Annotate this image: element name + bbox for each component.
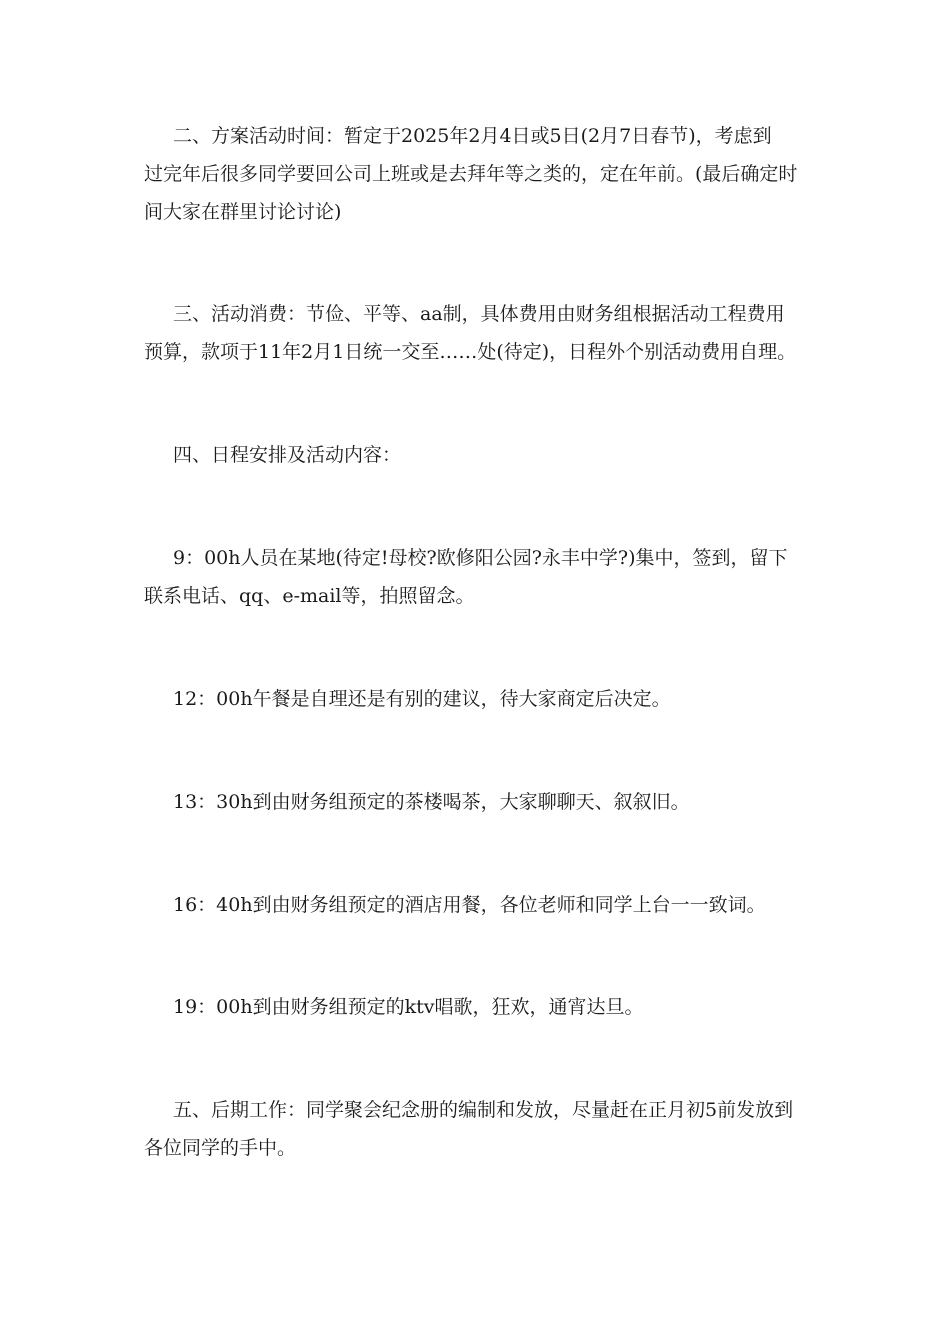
text-line: 13：30h到由财务组预定的茶楼喝茶，大家聊聊天、叙叙旧。 [173, 791, 690, 813]
paragraph-schedule-heading [144, 436, 824, 474]
text-line: 三、活动消费：节俭、平等、aa制，具体费用由财务组根据活动工程费用 [173, 303, 785, 325]
paragraph-schedule-1640 [144, 886, 824, 924]
text-line: 19：00h到由财务组预定的ktv唱歌，狂欢，通宵达旦。 [173, 996, 644, 1018]
paragraph-follow-up [144, 1091, 824, 1167]
paragraph-schedule-1330 [144, 783, 824, 821]
paragraph-schedule-1200 [144, 680, 824, 718]
text-line: 五、后期工作：同学聚会纪念册的编制和发放，尽量赶在正月初5前发放到 [173, 1099, 794, 1121]
text-line: 12：00h午餐是自理还是有别的建议，待大家商定后决定。 [173, 688, 671, 710]
text-line: 二、方案活动时间：暂定于2025年2月4日或5日(2月7日春节)，考虑到 [173, 125, 772, 147]
text-line: 各位同学的手中。 [144, 1137, 297, 1159]
text-line: 9：00h人员在某地(待定!母校?欧修阳公园?永丰中学?)集中，签到，留下 [173, 547, 788, 569]
text-line: 联系电话、qq、e-mail等，拍照留念。 [144, 585, 475, 607]
paragraph-schedule-1900 [144, 988, 824, 1026]
text-line: 预算，款项于11年2月1日统一交至……处(待定)，日程外个别活动费用自理。 [144, 341, 797, 363]
text-line: 四、日程安排及活动内容： [173, 444, 402, 466]
paragraph-activity-time [144, 117, 824, 231]
text-line: 16：40h到由财务组预定的酒店用餐，各位老师和同学上台一一致词。 [173, 894, 766, 916]
text-line: 过完年后很多同学要回公司上班或是去拜年等之类的，定在年前。(最后确定时 [144, 163, 798, 185]
paragraph-activity-cost [144, 295, 824, 371]
text-line: 间大家在群里讨论讨论) [144, 201, 342, 223]
paragraph-schedule-0900 [144, 539, 824, 615]
